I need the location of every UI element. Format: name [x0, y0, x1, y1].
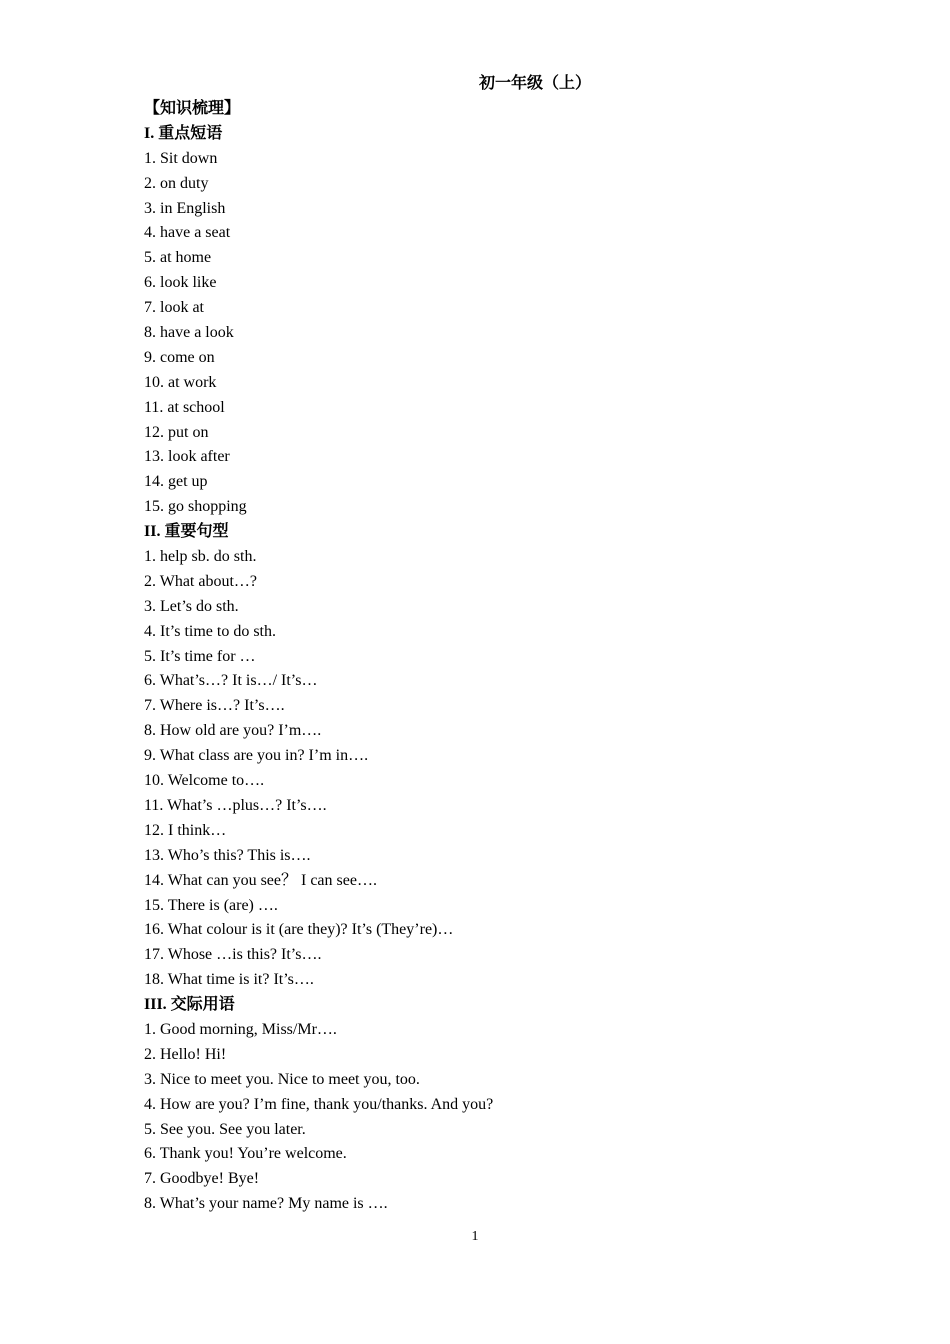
list-item: 6. What’s…? It is…/ It’s…	[144, 672, 318, 690]
list-item: 7. Goodbye! Bye!	[144, 1170, 260, 1188]
list-item: 16. What colour is it (are they)? It’s (They’re)…	[144, 921, 454, 939]
list-item: 18. What time is it? It’s….	[144, 971, 314, 989]
list-item: 4. It’s time to do sth.	[144, 622, 276, 640]
section-sentence-patterns	[144, 520, 844, 993]
list-item: 7. look at	[144, 299, 204, 317]
subsection-heading: I. 重点短语	[144, 124, 223, 142]
list-item: 8. How old are you? I’m….	[144, 722, 322, 740]
list-item: 10. at work	[144, 373, 217, 391]
section-communication-phrases	[144, 993, 844, 1217]
list-item: 3. Nice to meet you. Nice to meet you, too.	[144, 1070, 420, 1088]
list-item: 17. Whose …is this? It’s….	[144, 946, 322, 964]
page-number: 1	[471, 1229, 479, 1244]
section-key-phrases	[144, 122, 844, 520]
subsection-heading: II. 重要句型	[144, 523, 229, 541]
list-item: 15. go shopping	[144, 498, 247, 516]
list-item: 6. look like	[144, 274, 217, 292]
list-item: 6. Thank you! You’re welcome.	[144, 1145, 347, 1163]
list-item: 8. What’s your name? My name is ….	[144, 1195, 388, 1213]
section-heading: 【知识梳理】	[144, 100, 241, 117]
page-title: 初一年级（上）	[478, 75, 591, 92]
list-item: 1. help sb. do sth.	[144, 548, 257, 566]
list-item: 2. on duty	[144, 174, 209, 192]
list-item: 1. Good morning, Miss/Mr….	[144, 1020, 337, 1038]
list-item: 14. get up	[144, 473, 208, 491]
list-item: 5. It’s time for …	[144, 647, 256, 665]
list-item: 3. Let’s do sth.	[144, 597, 239, 615]
list-item: 12. I think…	[144, 821, 227, 839]
list-item: 10. Welcome to….	[144, 772, 265, 790]
list-item: 7. Where is…? It’s….	[144, 697, 285, 715]
list-item: 2. What about…?	[144, 572, 258, 590]
list-item: 12. put on	[144, 423, 209, 441]
list-item: 5. See you. See you later.	[144, 1120, 306, 1138]
list-item: 9. What class are you in? I’m in….	[144, 747, 369, 765]
list-item: 5. at home	[144, 249, 212, 267]
list-item: 4. have a seat	[144, 224, 231, 242]
list-item: 11. What’s …plus…? It’s….	[144, 796, 327, 814]
list-item: 13. look after	[144, 448, 230, 466]
list-item: 4. How are you? I’m fine, thank you/thanks. And you?	[144, 1095, 494, 1113]
document-content	[144, 97, 844, 1217]
list-item: 1. Sit down	[144, 149, 218, 167]
list-item: 14. What can you see？ I can see….	[144, 871, 377, 889]
list-item: 8. have a look	[144, 324, 234, 342]
list-item: 9. come on	[144, 348, 215, 366]
list-item: 15. There is (are) ….	[144, 896, 278, 914]
list-item: 13. Who’s this? This is….	[144, 846, 311, 864]
subsection-heading: III. 交际用语	[144, 996, 235, 1014]
list-item: 2. Hello! Hi!	[144, 1045, 227, 1063]
list-item: 3. in English	[144, 199, 226, 217]
list-item: 11. at school	[144, 398, 225, 416]
